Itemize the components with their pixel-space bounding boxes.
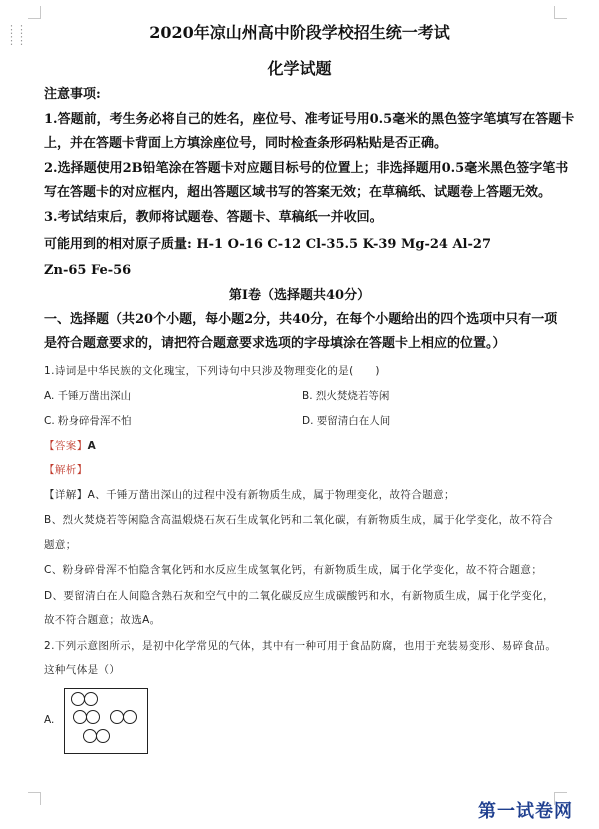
q1-detail-d: D、要留清白在人间隐含熟石灰和空气中的二氧化碳反应生成碳酸钙和水，有新物质生成，属于化学变化， bbox=[44, 590, 554, 602]
q1-answer-line bbox=[44, 437, 96, 455]
q1-detail-c: C、粉身碎骨浑不怕隐含氧化钙和水反应生成氢氧化钙，有新物质生成，属于化学变化，故不符合题意； bbox=[44, 564, 543, 576]
part1-intro: 一、选择题（共20个小题，每小题2分，共40分，在每个小题给出的四个选项中只有一项 bbox=[44, 312, 558, 327]
page-subtitle: 化学试题 bbox=[267, 59, 332, 78]
q1-detail-d-cont: 故不符合题意；故选A。 bbox=[44, 614, 161, 626]
page-corner-mark bbox=[28, 6, 41, 19]
q2-stem: 2.下列示意图所示，是初中化学常见的气体，其中有一种可用于食品防腐，也用于充装易变形、易碎食品。 bbox=[44, 640, 557, 652]
notice-item-1: 1.答题前，考生务必将自己的姓名，座位号、准考证号用0.5毫米的黑色签字笔填写在答题卡 bbox=[44, 112, 575, 127]
part1-intro-cont: 是符合题意要求的，请把符合题意要求选项的字母填涂在答题卡上相应的位置。） bbox=[44, 336, 506, 351]
atom-circle bbox=[123, 710, 137, 724]
q1-stem: 1.诗词是中华民族的文化瑰宝，下列诗句中只涉及物理变化的是( ) bbox=[44, 365, 380, 377]
atom-circle bbox=[110, 710, 124, 724]
atomic-masses-cont: Zn-65 Fe-56 bbox=[44, 263, 132, 278]
q1-option-d: D. 要留清白在人间 bbox=[302, 415, 391, 427]
page-corner-mark bbox=[28, 792, 41, 805]
part1-heading: 第I卷（选择题共40分） bbox=[228, 288, 371, 303]
q1-detail-b-cont: 题意； bbox=[44, 539, 77, 551]
notice-item-3: 3.考试结束后，教师将试题卷、答题卡、草稿纸一并收回。 bbox=[44, 210, 383, 225]
molecule-diagram bbox=[64, 688, 148, 754]
atom-circle bbox=[96, 729, 110, 743]
analysis-tag: 【解析】 bbox=[44, 464, 88, 476]
q1-option-b: B. 烈火焚烧若等闲 bbox=[302, 390, 390, 402]
atomic-masses: 可能用到的相对原子质量: H-1 O-16 C-12 Cl-35.5 K-39 Mg-24 Al-27 bbox=[44, 237, 491, 252]
atom-circle bbox=[86, 710, 100, 724]
answer-value: A bbox=[87, 440, 97, 452]
detail-tag: 【详解】 bbox=[44, 489, 88, 501]
q1-detail-a bbox=[44, 486, 455, 504]
atom-circle bbox=[71, 692, 85, 706]
notice-item-2: 2.选择题使用2B铅笔涂在答题卡对应题目标号的位置上；非选择题用0.5毫米黑色签字笔书 bbox=[44, 161, 569, 176]
watermark-logo: 第一试卷网 bbox=[478, 801, 573, 822]
notice-heading: 注意事项: bbox=[44, 87, 101, 102]
page-corner-mark bbox=[554, 6, 567, 19]
atom-circle bbox=[73, 710, 87, 724]
detail-text: A、千锤万凿出深山的过程中没有新物质生成，属于物理变化，故符合题意； bbox=[87, 489, 455, 501]
q1-detail-b: B、烈火焚烧若等闲隐含高温煅烧石灰石生成氧化钙和二氧化碳，有新物质生成，属于化学变化，故不符合 bbox=[44, 514, 554, 526]
notice-item-2-cont: 写在答题卡的对应框内，超出答题区域书写的答案无效；在草稿纸、试题卷上答题无效。 bbox=[44, 185, 552, 200]
answer-tag: 【答案】 bbox=[44, 440, 88, 452]
page-title: 2020年凉山州高中阶段学校招生统一考试 bbox=[149, 23, 450, 42]
drag-handle-icon[interactable]: ⋮⋮ ⋮⋮ bbox=[6, 23, 26, 47]
q2-option-a-label: A. bbox=[44, 714, 55, 726]
atom-circle bbox=[83, 729, 97, 743]
q1-option-c: C. 粉身碎骨浑不怕 bbox=[44, 415, 132, 427]
q1-option-a: A. 千锤万凿出深山 bbox=[44, 390, 132, 402]
q2-stem-cont: 这种气体是（） bbox=[44, 664, 121, 676]
atom-circle bbox=[84, 692, 98, 706]
notice-item-1-cont: 上，并在答题卡背面上方填涂座位号，同时检查条形码粘贴是否正确。 bbox=[44, 136, 448, 151]
